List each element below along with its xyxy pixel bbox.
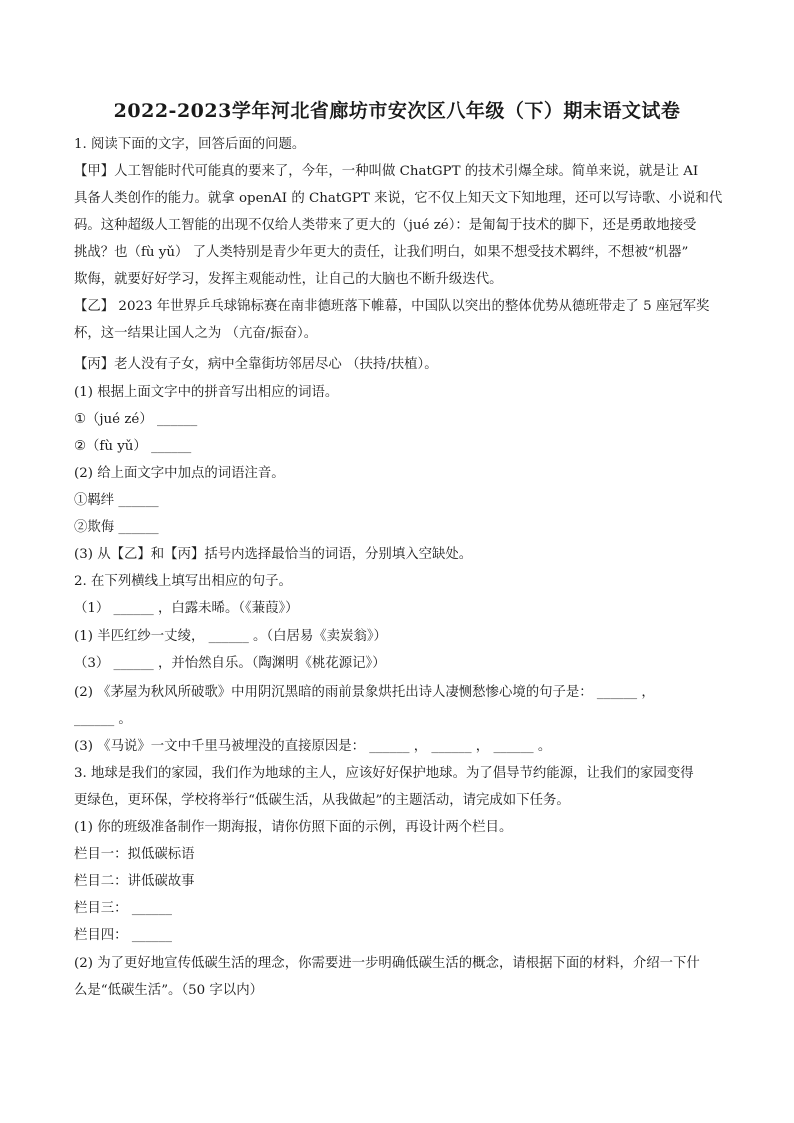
text-line: (2) 为了更好地宣传低碳生活的理念，你需要进一步明确低碳生活的概念，请根据下面的材料，介绍一下什: [74, 956, 700, 971]
text-line: 挑战？也（fù yǔ） 了人类特别是青少年更大的责任，让我们明白，如果不想受技术羁绊，不想被“机器”: [74, 245, 689, 260]
text-line: 栏目一：拟低碳标语: [74, 847, 195, 862]
text-line: 栏目四： ______: [74, 928, 172, 943]
text-line: (1) 半匹红纱一丈绫， ______ 。（白居易《卖炭翁》）: [74, 629, 387, 644]
text-line: 2. 在下列横线上填写出相应的句子。: [74, 574, 292, 589]
text-line: 更绿色，更环保，学校将举行“低碳生活，从我做起”的主题活动，请完成如下任务。: [74, 793, 570, 808]
text-line: (2) 《茅屋为秋风所破歌》中用阴沉黑暗的雨前景象烘托出诗人凄恻愁惨心境的句子是： ______ ，: [74, 685, 655, 700]
text-line: ①羁绊 ______: [74, 493, 159, 508]
text-line: (1) 根据上面文字中的拼音写出相应的词语。: [74, 385, 339, 400]
text-line: 【乙】 2023 年世界乒乓球锦标赛在南非德班落下帷幕，中国队以突出的整体优势从德班带走了 5 座冠军奖: [74, 299, 710, 314]
text-line: (2) 给上面文字中加点的词语注音。: [74, 466, 285, 481]
text-line: 【甲】人工智能时代可能真的要来了，今年，一种叫做 ChatGPT 的技术引爆全球。简单来说，就是让 AI: [74, 164, 699, 179]
text-line: (3) 从【乙】和【丙】括号内选择最恰当的词语，分别填入空缺处。: [74, 547, 473, 562]
text-line: ______ 。: [74, 712, 132, 727]
text-line: ①（jué zé） ______: [74, 412, 198, 427]
text-line: 栏目三： ______: [74, 901, 172, 916]
text-line: 【丙】老人没有子女，病中全靠街坊邻居尽心 （扶持/扶植）。: [74, 357, 438, 372]
text-line: 栏目二：讲低碳故事: [74, 874, 195, 889]
text-line: 3. 地球是我们的家园，我们作为地球的主人，应该好好保护地球。为了倡导节约能源，让我们的家园变得: [74, 766, 694, 781]
text-line: 1. 阅读下面的文字，回答后面的问题。: [74, 137, 306, 152]
text-line: 杯，这一结果让国人之为 （亢奋/振奋）。: [74, 326, 318, 341]
text-line: ②（fù yǔ） ______: [74, 439, 192, 454]
text-line: (1) 你的班级准备制作一期海报，请你仿照下面的示例，再设计两个栏目。: [74, 820, 513, 835]
page-title: 2022-2023学年河北省廊坊市安次区八年级（下）期末语文试卷: [113, 100, 681, 122]
text-line: 么是“低碳生活”。（50 字以内）: [74, 983, 263, 998]
text-line: ②欺侮 ______: [74, 520, 159, 535]
text-line: 欺侮，就要好好学习，发挥主观能动性，让自己的大脑也不断升级迭代。: [74, 272, 503, 287]
text-line: 具备人类创作的能力。就拿 openAI 的 ChatGPT 来说，它不仅上知天文下知地理，还可以写诗歌、小说和代: [74, 191, 723, 206]
text-line: （1） ______ ，白露未晞。（《蒹葭》）: [74, 601, 299, 616]
text-line: 码。这种超级人工智能的出现不仅给人类带来了更大的（jué zé）：是匍匐于技术的脚下，还是勇敢地接受: [74, 218, 697, 233]
text-line: （3） ______ ，并怡然自乐。（陶渊明《桃花源记》）: [74, 656, 386, 671]
text-line: (3) 《马说》一文中千里马被埋没的直接原因是： ______ ， ______ ， ______ 。: [74, 739, 552, 754]
